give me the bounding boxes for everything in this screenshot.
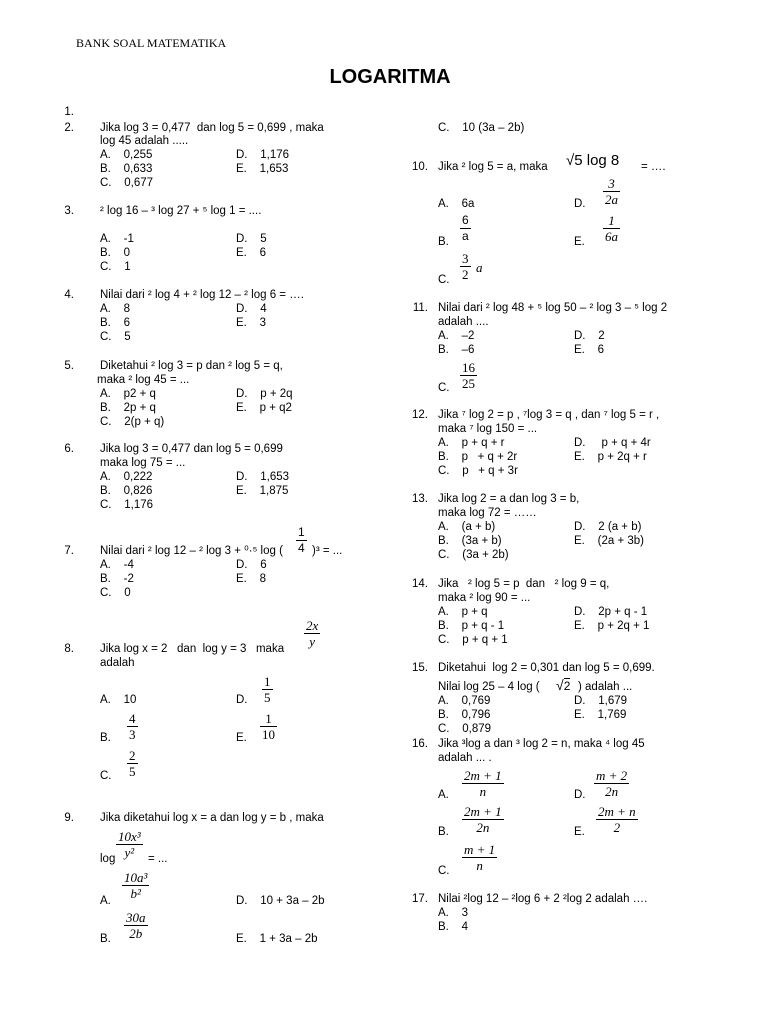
fraction xyxy=(603,176,620,207)
fraction-numerator: 10a³ xyxy=(124,870,148,885)
fraction-numerator: 2 xyxy=(129,748,136,763)
fraction-denominator: 10 xyxy=(262,727,275,742)
option-d: D. 1,679 xyxy=(574,695,628,707)
sqrt-icon: √2 xyxy=(556,677,571,693)
question-number: 15. xyxy=(412,662,428,674)
fraction-numerator: 30a xyxy=(126,910,146,925)
question-number: 10. xyxy=(412,161,428,173)
question-number: 7. xyxy=(64,545,74,557)
fraction xyxy=(460,360,477,391)
question-text: Jika ² log 5 = a, maka xyxy=(438,161,548,173)
option-a: A. -1 xyxy=(100,233,134,245)
fraction-numerator: 4 xyxy=(129,711,136,726)
option-b: B. 0,796 xyxy=(438,709,491,721)
fraction xyxy=(603,213,620,244)
option-e: E. xyxy=(574,236,585,248)
question-text: = ... xyxy=(148,853,168,865)
question-number: 13. xyxy=(412,493,428,505)
fraction-denominator: 4 xyxy=(298,541,305,555)
option-d: D. 2 (a + b) xyxy=(574,521,642,533)
question-text: Nilai dari ² log 4 + ² log 12 – ² log 6 = …. xyxy=(100,289,304,301)
question-text: )³ = ... xyxy=(312,545,343,557)
question-text: Jika log 2 = a dan log 3 = b, xyxy=(438,493,580,505)
option-b: B. 2p + q xyxy=(100,402,156,414)
question-number: 4. xyxy=(64,289,74,301)
option-b: B. 0 xyxy=(100,247,131,259)
page-title: LOGARITMA xyxy=(329,66,451,88)
question-text: Nilai dari ² log 48 + ⁵ log 50 – ² log 3 – ⁵ log 2 xyxy=(438,302,668,314)
fraction-numerator: m + 2 xyxy=(596,768,628,783)
fraction-denominator: 5 xyxy=(264,690,271,705)
question-text: maka log 75 = ... xyxy=(100,457,186,469)
fraction-denominator: a xyxy=(462,229,469,243)
question-text: adalah .... xyxy=(438,316,489,328)
question-text: Jika ² log 5 = p dan ² log 9 = q, xyxy=(438,578,610,590)
option-e: E. 1,769 xyxy=(574,709,627,721)
question-text: maka ² log 45 = ... xyxy=(97,374,190,386)
question-number: 9. xyxy=(64,812,74,824)
option-a: A. xyxy=(438,789,449,801)
fraction xyxy=(124,910,148,941)
question-text: Nilai ²log 12 – ²log 6 + 2 ²log 2 adalah …. xyxy=(438,893,648,905)
question-text: Nilai log 25 – 4 log ( xyxy=(438,681,540,693)
fraction-denominator: 25 xyxy=(462,376,475,391)
fraction xyxy=(460,213,471,244)
question-number: 17. xyxy=(412,893,428,905)
fraction-denominator: 2 xyxy=(613,820,621,835)
fraction xyxy=(296,525,307,556)
question-number: 8. xyxy=(64,643,74,655)
option-a: A. (a + b) xyxy=(438,521,496,533)
option-c: C. 0,677 xyxy=(100,177,154,189)
fraction xyxy=(127,748,138,779)
option-c: C. xyxy=(438,382,450,394)
option-c: C. 5 xyxy=(100,331,131,343)
option-e: E. 8 xyxy=(236,573,267,585)
radicand: 2 xyxy=(563,679,571,693)
option-e: E. xyxy=(574,826,585,838)
option-d: D. xyxy=(574,198,586,210)
option-a: A. -4 xyxy=(100,559,134,571)
option-a: A. 0,769 xyxy=(438,695,491,707)
fraction-numerator: 1 xyxy=(298,525,305,539)
option-d: D. 5 xyxy=(236,233,267,245)
fraction-numerator: 2x xyxy=(306,618,319,633)
option-d: D. 2 xyxy=(574,330,605,342)
option-c: C. 1 xyxy=(100,261,131,273)
question-text: Jika log x = 2 dan log y = 3 maka xyxy=(100,643,285,655)
option-e: E. xyxy=(236,732,247,744)
question-text: ) adalah ... xyxy=(578,681,633,693)
option-c: C. p + q + 1 xyxy=(438,634,508,646)
fraction xyxy=(596,804,638,835)
option-b: B. xyxy=(100,933,111,945)
question-number: 12. xyxy=(412,409,428,421)
option-e: E. 1,653 xyxy=(236,163,289,175)
fraction-denominator: n xyxy=(479,784,487,799)
fraction-denominator: 2n xyxy=(476,820,490,835)
question-text: Jika ⁷ log 2 = p , ⁷log 3 = q , dan ⁷ log 5 = r , xyxy=(438,409,660,421)
question-text: Diketahui log 2 = 0,301 dan log 5 = 0,699. xyxy=(438,662,655,674)
option-d: D. xyxy=(574,789,586,801)
fraction-denominator: b² xyxy=(130,886,141,901)
option-a: A. p2 + q xyxy=(100,388,156,400)
fraction xyxy=(460,251,471,282)
option-a: A. 10 xyxy=(100,694,137,706)
option-a: A. 3 xyxy=(438,907,469,919)
fraction-denominator: 2a xyxy=(605,192,618,207)
fraction-numerator: 16 xyxy=(462,360,475,375)
fraction xyxy=(260,711,277,742)
fraction-numerator: 1 xyxy=(264,674,271,689)
option-a: A. 8 xyxy=(100,303,131,315)
fraction-denominator: 3 xyxy=(129,727,136,742)
fraction-denominator: 2n xyxy=(605,784,619,799)
question-text: maka log 72 = …… xyxy=(438,507,537,519)
fraction-denominator: 5 xyxy=(129,764,136,779)
option-b: B. 0,826 xyxy=(100,485,153,497)
option-a: A. 6a xyxy=(438,198,475,210)
option-c: C. xyxy=(100,770,112,782)
option-c: C. (3a + 2b) xyxy=(438,549,509,561)
question-text: = …. xyxy=(641,161,666,173)
fraction-numerator: 2m + 1 xyxy=(464,768,502,783)
fraction-denominator: 6a xyxy=(605,229,618,244)
option-c: C. 0,879 xyxy=(438,723,492,735)
question-text: Jika log 3 = 0,477 dan log 5 = 0,699 xyxy=(100,443,283,455)
option-c: C. 2(p + q) xyxy=(100,416,165,428)
option-d: D. 10 + 3a – 2b xyxy=(236,895,325,907)
option-b: B. p + q - 1 xyxy=(438,620,505,632)
question-number: 16. xyxy=(412,738,428,750)
fraction-numerator: 2m + n xyxy=(598,804,636,819)
option-a: A. 0,222 xyxy=(100,471,153,483)
fraction-denominator: y xyxy=(309,634,316,649)
log-expression: √5 log 8 xyxy=(566,152,620,169)
question-text: adalah xyxy=(100,657,135,669)
fraction-numerator: 3 xyxy=(608,176,615,191)
option-e: E. p + q2 xyxy=(236,402,292,414)
fraction xyxy=(262,674,273,705)
fraction xyxy=(116,829,143,860)
option-a: A. p + q xyxy=(438,606,488,618)
option-e: E. 3 xyxy=(236,317,267,329)
fraction-numerator: 1 xyxy=(608,213,615,228)
option-c: C. 10 (3a – 2b) xyxy=(438,122,525,134)
option-b: B. –6 xyxy=(438,344,475,356)
question-number: 3. xyxy=(64,205,74,217)
question-number: 1. xyxy=(64,106,74,118)
option-e: E. 6 xyxy=(236,247,267,259)
option-e: E. p + 2q + r xyxy=(574,451,647,463)
fraction xyxy=(127,711,138,742)
question-number: 5. xyxy=(64,360,74,372)
option-e: E. 6 xyxy=(574,344,605,356)
question-text: Diketahui ² log 3 = p dan ² log 5 = q, xyxy=(100,360,283,372)
option-a: A. –2 xyxy=(438,330,475,342)
question-text: Jika ³log a dan ³ log 2 = n, maka ⁴ log 45 xyxy=(438,738,645,750)
option-a: A. p + q + r xyxy=(438,437,505,449)
question-text: Jika diketahui log x = a dan log y = b , maka xyxy=(100,812,324,824)
option-c: C. 0 xyxy=(100,587,131,599)
question-number: 2. xyxy=(64,122,74,134)
fraction-numerator: m + 1 xyxy=(464,842,496,857)
option-a: A. 0,255 xyxy=(100,149,153,161)
option-b: B. 0,633 xyxy=(100,163,153,175)
option-b: B. 6 xyxy=(100,317,131,329)
option-b: B. p + q + 2r xyxy=(438,451,518,463)
option-b: B. -2 xyxy=(100,573,134,585)
option-e: E. (2a + 3b) xyxy=(574,535,644,547)
question-text: Jika log 3 = 0,477 dan log 5 = 0,699 , maka xyxy=(100,122,324,134)
option-d: D. 2p + q - 1 xyxy=(574,606,648,618)
question-text: log 45 adalah ..... xyxy=(100,135,189,147)
fraction xyxy=(462,842,497,873)
option-c: C. xyxy=(438,865,450,877)
option-d: D. 6 xyxy=(236,559,267,571)
fraction-numerator: 2m + 1 xyxy=(464,804,502,819)
option-e: E. p + 2q + 1 xyxy=(574,620,650,632)
question-number: 6. xyxy=(64,443,74,455)
option-e: E. 1,875 xyxy=(236,485,289,497)
fraction-numerator: 1 xyxy=(265,711,272,726)
option-b: B. xyxy=(100,732,111,744)
option-b: B. (3a + b) xyxy=(438,535,502,547)
option-e: E. 1 + 3a – 2b xyxy=(236,933,318,945)
option-b: B. xyxy=(438,236,449,248)
option-d: D. xyxy=(236,694,248,706)
header-text: BANK SOAL MATEMATIKA xyxy=(76,36,227,50)
option-b: B. xyxy=(438,826,449,838)
fraction-denominator: 2 xyxy=(462,267,469,282)
question-text: maka ⁷ log 150 = ... xyxy=(438,423,538,435)
fraction-numerator: 10x³ xyxy=(118,829,141,844)
fraction xyxy=(462,804,504,835)
fraction-denominator: 2b xyxy=(129,926,143,941)
option-a: A. xyxy=(100,895,111,907)
option-c: C. xyxy=(438,274,450,286)
fraction-numerator: 3 xyxy=(462,251,469,266)
question-text: adalah ... . xyxy=(438,752,492,764)
option-c: C. p + q + 3r xyxy=(438,465,518,477)
fraction xyxy=(304,618,320,649)
option-b: B. 4 xyxy=(438,921,469,933)
question-text: ² log 16 – ³ log 27 + ⁵ log 1 = .... xyxy=(100,205,262,217)
fraction xyxy=(462,768,504,799)
fraction-numerator: 6 xyxy=(462,213,469,227)
option-d: D. p + q + 4r xyxy=(574,437,651,449)
option-d: D. p + 2q xyxy=(236,388,293,400)
fraction xyxy=(122,870,149,901)
question-number: 11. xyxy=(412,302,428,314)
variable: a xyxy=(476,260,483,275)
option-d: D. 4 xyxy=(236,303,267,315)
option-d: D. 1,176 xyxy=(236,149,290,161)
question-text: log xyxy=(100,853,116,865)
fraction-denominator: n xyxy=(476,858,483,873)
fraction-denominator: y² xyxy=(124,845,135,860)
option-d: D. 1,653 xyxy=(236,471,290,483)
option-c: C. 1,176 xyxy=(100,499,154,511)
question-number: 14. xyxy=(412,578,428,590)
fraction xyxy=(594,768,629,799)
question-text: Nilai dari ² log 12 – ² log 3 + ⁰·⁵ log ( xyxy=(100,545,283,557)
question-text: maka ² log 90 = ... xyxy=(438,592,531,604)
